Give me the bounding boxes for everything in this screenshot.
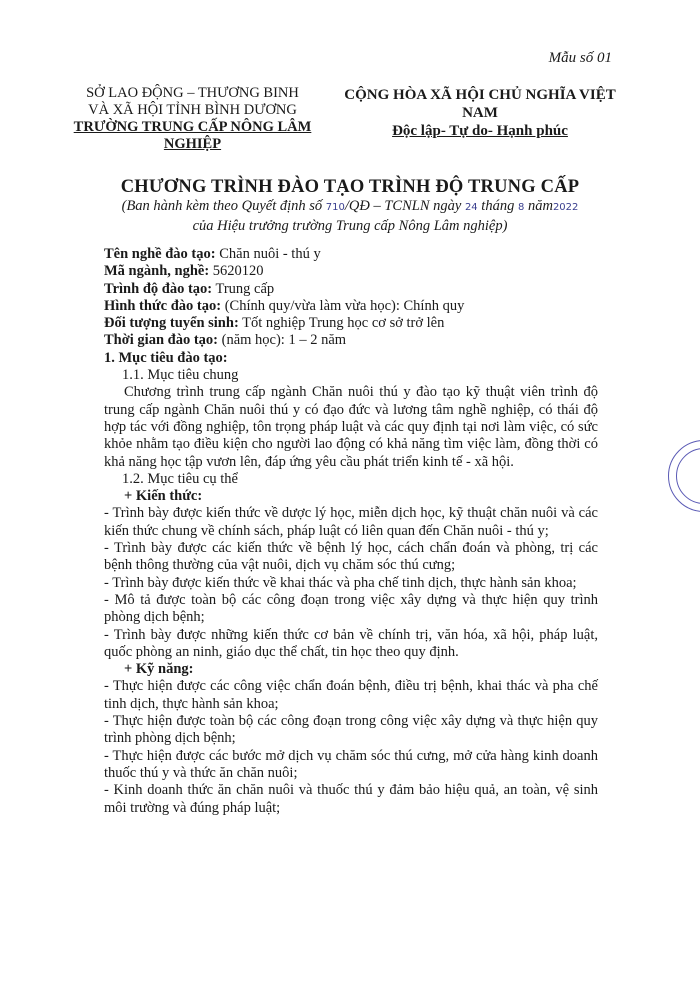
- document-title: CHƯƠNG TRÌNH ĐÀO TẠO TRÌNH ĐỘ TRUNG CẤP: [120, 177, 580, 197]
- subtitle-prefix: (Ban hành kèm theo Quyết định số: [121, 198, 323, 214]
- subtitle-line-1: [0, 197, 700, 217]
- info-value: (năm học): 1 – 2 năm: [217, 332, 347, 349]
- info-label: Đối tượng tuyển sinh:: [104, 315, 239, 332]
- year-label: năm: [527, 198, 553, 214]
- month-label: tháng: [481, 198, 515, 214]
- info-training-duration: [104, 332, 598, 349]
- info-label: Thời gian đào tạo:: [104, 332, 218, 349]
- info-value: Tốt nghiệp Trung học cơ sở trở lên: [238, 315, 445, 332]
- subtitle-decision-code: /QĐ – TCNLN ngày: [344, 198, 462, 214]
- info-label: Trình độ đào tạo:: [104, 280, 213, 297]
- info-label: Mã ngành, nghề:: [104, 263, 210, 280]
- knowledge-item: - Trình bày được kiến thức về dược lý học, miễn dịch học, kỹ thuật chăn nuôi và các kiến thức chung về chính sách, pháp luật có liên quan đến Chăn nuôi - thú y;: [104, 505, 598, 539]
- issue-day: 24: [464, 202, 478, 213]
- issue-year: 2022: [552, 202, 579, 213]
- info-value: Trung cấp: [212, 280, 275, 297]
- info-major-code: [104, 263, 598, 280]
- info-value: Chăn nuôi - thú y: [215, 246, 321, 262]
- issue-month: 8: [517, 202, 525, 213]
- skills-item: - Thực hiện được các công việc chẩn đoán bệnh, điều trị bệnh, khai thác và pha chế tinh dịch, thực hành sản khoa;: [104, 678, 598, 712]
- school-name: TRƯỜNG TRUNG CẤP NÔNG LÂM NGHIỆP: [73, 119, 312, 152]
- info-label: Hình thức đào tạo:: [104, 297, 222, 314]
- section-heading: 1. Mục tiêu đào tạo:: [104, 349, 228, 366]
- general-objective-heading: 1.1. Mục tiêu chung: [122, 367, 239, 384]
- info-training-name: [104, 246, 598, 263]
- info-value: 5620120: [209, 263, 264, 280]
- general-objective-text: Chương trình trung cấp ngành Chăn nuôi thú y đào tạo kỹ thuật viên trình độ trung cấp ngành Chăn nuôi thú y có đạo đức và lương tâm nghề nghiệp, có thái độ hợp tác với đồng nghiệp, tôn trọng pháp luật và các quy định tại nơi làm việc, có sức khỏe nhằm tạo điều kiện cho người lao động có khả năng tìm việc làm, đồng thời có khả năng học tập vươn lên, đáp ứng yêu cầu phát triển kinh tế - xã hội.: [104, 384, 598, 470]
- agency-line-1: SỞ LAO ĐỘNG – THƯƠNG BINH: [86, 85, 299, 101]
- specific-objective-heading: 1.2. Mục tiêu cụ thể: [122, 470, 238, 487]
- knowledge-item: - Mô tả được toàn bộ các công đoạn trong việc xây dựng và thực hiện quy trình phòng dịch bệnh;: [104, 591, 598, 626]
- nation-name: CỘNG HÒA XÃ HỘI CHỦ NGHĨA VIỆT NAM: [344, 87, 616, 121]
- info-value: (Chính quy/vừa làm vừa học): Chính quy: [221, 297, 465, 314]
- skills-item: - Thực hiện được toàn bộ các công đoạn trong công việc xây dựng và thực hiện quy trình phòng dịch bệnh;: [104, 713, 598, 747]
- info-label: Tên nghề đào tạo:: [104, 246, 216, 262]
- form-number: Mẫu số 01: [548, 50, 612, 66]
- knowledge-item: - Trình bày được kiến thức về khai thác và pha chế tinh dịch, thực hành sản khoa;: [104, 574, 577, 591]
- knowledge-item: - Trình bày được các kiến thức về bệnh lý học, cách chẩn đoán và phòng, trị các bệnh thông thường của vật nuôi, dịch vụ chăm sóc thú cưng;: [104, 540, 598, 574]
- info-training-form: [104, 298, 598, 315]
- document-body: [104, 246, 598, 817]
- subtitle-line-2: của Hiệu trưởng trường Trung cấp Nông Lâm nghiệp): [192, 218, 508, 234]
- national-header: [330, 86, 630, 140]
- skills-item: - Kinh doanh thức ăn chăn nuôi và thuốc thú y đảm bảo hiệu quả, an toàn, vệ sinh môi trường và đúng pháp luật;: [104, 782, 598, 816]
- national-motto: Độc lập- Tự do- Hạnh phúc: [392, 123, 568, 139]
- agency-line-2: VÀ XÃ HỘI TỈNH BÌNH DƯƠNG: [88, 102, 297, 118]
- info-training-level: [104, 281, 598, 298]
- issuing-agency-header: [60, 85, 325, 153]
- skills-item: - Thực hiện được các bước mở dịch vụ chăm sóc thú cưng, mở cửa hàng kinh doanh thuốc thú y và thức ăn chăn nuôi;: [104, 747, 598, 781]
- skills-heading: + Kỹ năng:: [124, 661, 194, 678]
- decision-number: 710: [325, 202, 345, 213]
- knowledge-heading: + Kiến thức:: [124, 488, 203, 505]
- knowledge-item: - Trình bày được những kiến thức cơ bản về chính trị, văn hóa, xã hội, pháp luật, quốc phòng an ninh, giáo dục thể chất, tin học theo quy định.: [104, 626, 598, 660]
- info-enrollment-target: [104, 315, 598, 332]
- document-subtitle: [0, 197, 700, 235]
